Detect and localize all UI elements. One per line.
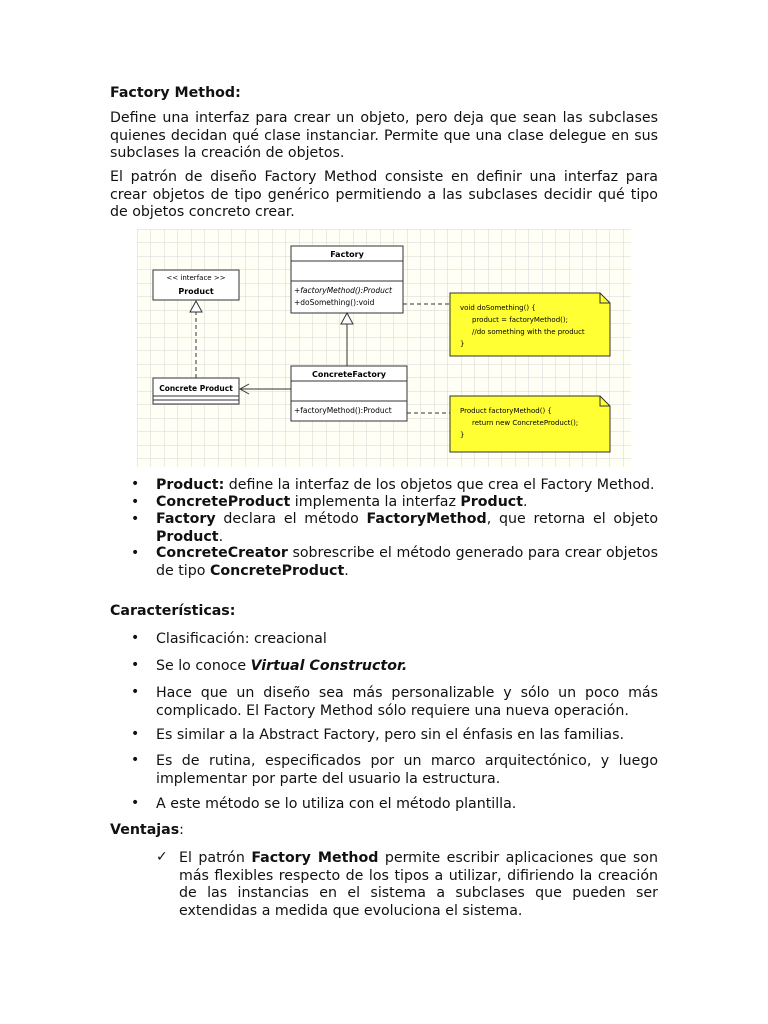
factory-method-operation: +factoryMethod():Product [294,286,392,295]
factory-class-box [291,246,403,313]
list-item: ConcreteProduct implementa la interfaz Product. [156,494,528,510]
list-item: Se lo conoce Virtual Constructor. [156,658,408,674]
list-item: El patrón Factory Method permite escribir aplicaciones que son más flexibles respecto de los tipos a utilizar, difiriendo la creación de las instancias en el sistema a subclases que pueden ser extendidas a medida que evoluciona el sistema. [179,850,658,919]
list-item: Product: define la interfaz de los objetos que crea el Factory Method. [156,477,655,493]
interface-stereotype: << interface >> [166,274,226,282]
bullet: • [131,657,140,673]
product-interface-box [153,270,239,300]
bullet: • [131,684,140,700]
note1-line3: //do something with the product [472,328,585,336]
note-do-something [450,293,610,356]
factory-class-title: Factory [330,250,364,259]
concrete-factory-box [291,366,407,421]
list-item: Hace que un diseño sea más personalizable y sólo un poco más complicado. El Factory Method sólo requiere una nueva operación. [156,685,658,719]
product-interface-title: Product [178,287,214,296]
bullet: • [131,726,140,742]
concrete-product-title: Concrete Product [159,384,233,393]
note-factory-method [450,396,610,452]
list-item: Clasificación: creacional [156,631,327,647]
bullet: • [131,476,140,492]
bullet: • [131,494,140,510]
note1-line4: } [460,340,465,348]
advantages-title: Ventajas: [110,822,184,838]
concrete-product-box [153,378,239,404]
concrete-factory-method: +factoryMethod():Product [294,406,392,415]
do-something-operation: +doSomething():void [294,298,375,307]
bullet: • [131,545,140,561]
uml-class-diagram [137,229,631,467]
list-item: Es similar a la Abstract Factory, pero sin el énfasis en las familias. [156,727,624,743]
section-title: Factory Method: [110,85,241,101]
list-item: Factory declara el método FactoryMethod, que retorna el objeto Product. [156,511,659,545]
list-item: Es de rutina, especificados por un marco arquitectónico, y luego implementar por parte del usuario la estructura. [156,753,658,787]
list-item: ConcreteCreator sobrescribe el método generado para crear objetos de tipo ConcreteProduct. [156,545,658,579]
note2-line1: Product factoryMethod() { [460,407,552,415]
bullet: • [131,752,140,768]
note2-line3: } [460,431,465,439]
concrete-factory-title: ConcreteFactory [311,370,387,379]
note1-line1: void doSomething() { [460,304,536,312]
checkmark-icon: ✓ [156,849,168,865]
bullet: • [131,511,140,527]
bullet: • [131,630,140,646]
note2-line2: return new ConcreteProduct(); [472,419,579,427]
list-item: A este método se lo utiliza con el método plantilla. [156,796,517,812]
note1-line2: product = factoryMethod(); [472,316,568,324]
characteristics-title: Características: [110,603,236,619]
bullet: • [131,795,140,811]
description-paragraph: El patrón de diseño Factory Method consiste en definir una interfaz para crear objetos de tipo genérico permitiendo a las subclases decidir qué tipo de objetos concreto crear. [110,169,658,220]
definition-paragraph: Define una interfaz para crear un objeto, pero deja que sean las subclases quienes decidan qué clase instanciar. Permite que una clase delegue en sus subclases la creación de objetos. [110,110,658,161]
